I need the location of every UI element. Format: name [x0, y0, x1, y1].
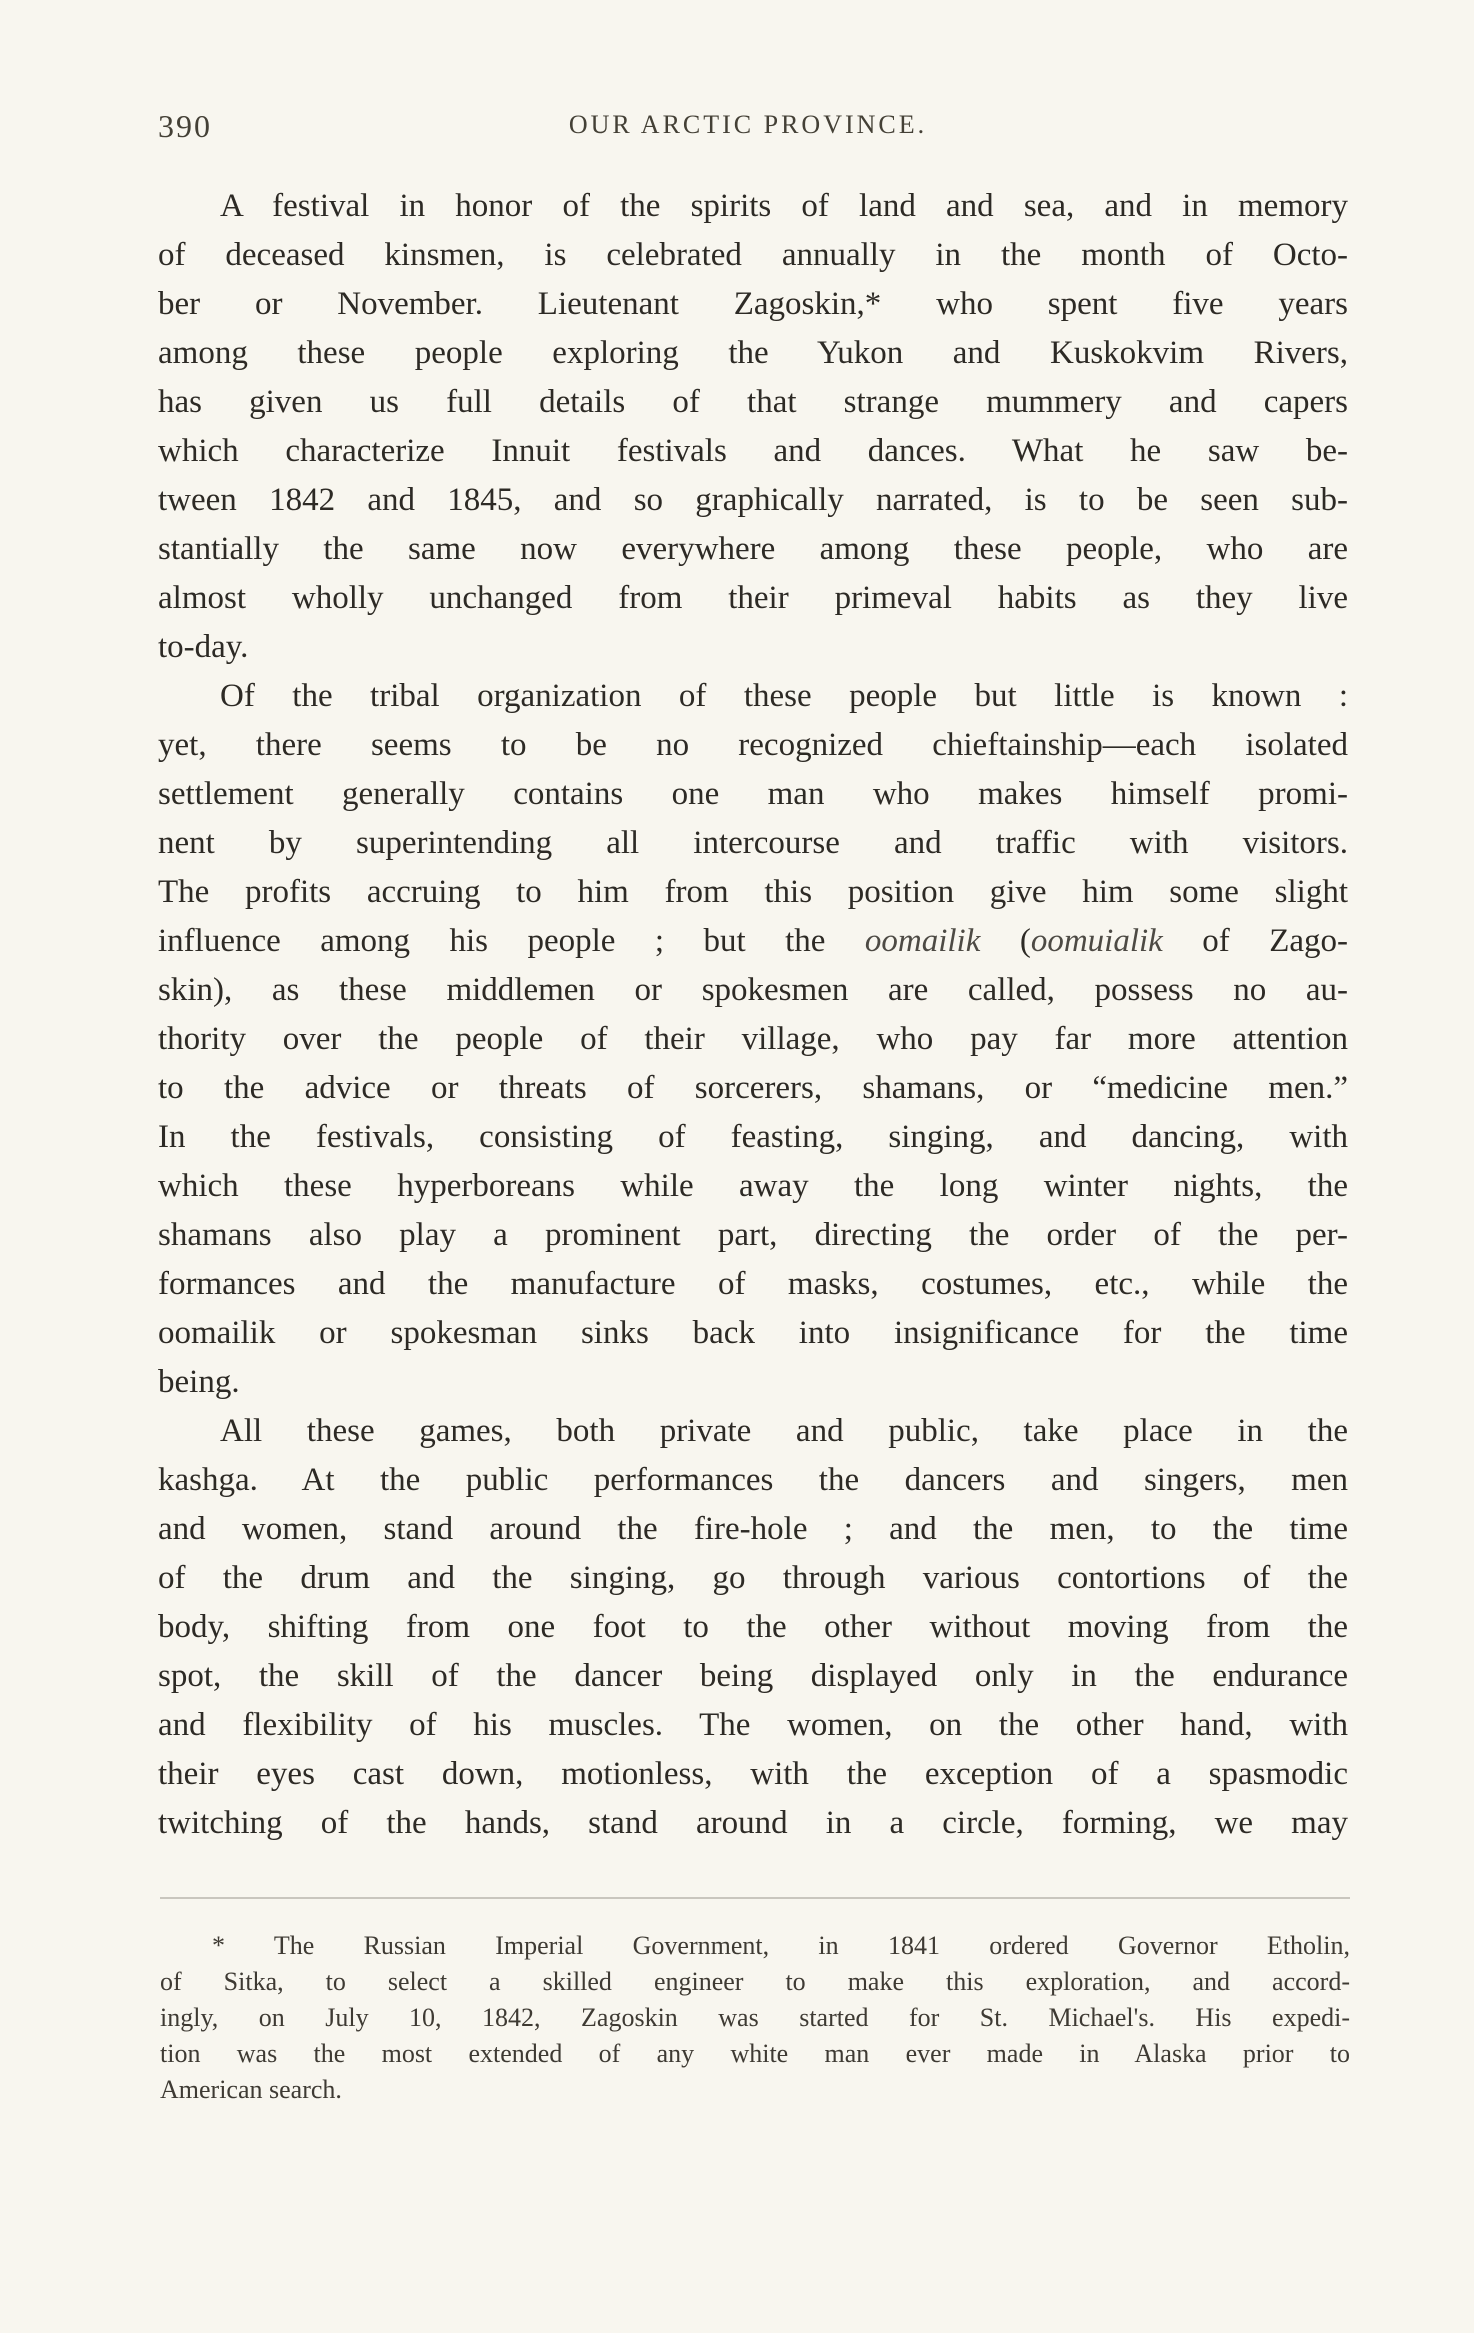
italic-term: oomuialik: [1030, 923, 1163, 959]
text-line: being.: [158, 1364, 240, 1400]
text-line: ber or November. Lieutenant Zagoskin,* who spent five years: [158, 286, 1348, 322]
text-line: formances and the manufacture of masks, costumes, etc., while the: [158, 1266, 1348, 1302]
italic-term: oomailik: [864, 923, 981, 959]
text-line: of the drum and the singing, go through various contortions of the: [158, 1560, 1348, 1596]
text-line: nent by superintending all intercourse and traffic with visitors.: [158, 825, 1348, 861]
text-segment: influence among his people ; but the: [158, 923, 826, 959]
footnote: [160, 1928, 1350, 2108]
text-line: Of the tribal organization of these people but little is known :: [220, 678, 1348, 714]
text-line: kashga. At the public performances the dancers and singers, men: [158, 1462, 1348, 1498]
text-line: oomailik or spokesman sinks back into insignificance for the time: [158, 1315, 1348, 1351]
footnote-line: of Sitka, to select a skilled engineer to make this exploration, and accord-: [160, 1967, 1350, 1996]
text-line: yet, there seems to be no recognized chieftainship—each isolated: [158, 727, 1348, 763]
page-number: 390: [158, 108, 212, 144]
text-line: which these hyperboreans while away the long winter nights, the: [158, 1168, 1348, 1204]
text-line: body, shifting from one foot to the other without moving from the: [158, 1609, 1348, 1645]
text-line: The profits accruing to him from this position give him some slight: [158, 874, 1348, 910]
text-line: [158, 917, 1348, 966]
footnote-line: American search.: [160, 2075, 342, 2104]
text-line: settlement generally contains one man who makes himself promi-: [158, 776, 1348, 812]
body-text: [158, 182, 1348, 1848]
text-line: of deceased kinsmen, is celebrated annually in the month of Octo-: [158, 237, 1348, 273]
footnote-line: * The Russian Imperial Government, in 1841 ordered Governor Etholin,: [212, 1931, 1350, 1960]
text-line: and flexibility of his muscles. The women, on the other hand, with: [158, 1707, 1348, 1743]
text-line: skin), as these middlemen or spokesmen are called, possess no au-: [158, 972, 1348, 1008]
text-line: thority over the people of their village, who pay far more attention: [158, 1021, 1348, 1057]
text-segment: (: [1019, 923, 1031, 959]
running-title: OUR ARCTIC PROVINCE.: [568, 110, 928, 139]
text-line: almost wholly unchanged from their primeval habits as they live: [158, 580, 1348, 616]
text-line: has given us full details of that strange mummery and capers: [158, 384, 1348, 420]
page-header: [158, 108, 1338, 148]
footnote-divider: [160, 1897, 1350, 1899]
text-line: A festival in honor of the spirits of land and sea, and in memory: [220, 188, 1348, 224]
text-line: tween 1842 and 1845, and so graphically narrated, is to be seen sub-: [158, 482, 1348, 518]
text-line: All these games, both private and public, take place in the: [220, 1413, 1348, 1449]
text-segment: of Zago-: [1202, 923, 1348, 959]
footnote-line: ingly, on July 10, 1842, Zagoskin was started for St. Michael's. His expedi-: [160, 2003, 1350, 2032]
text-line: shamans also play a prominent part, directing the order of the per-: [158, 1217, 1348, 1253]
text-line: twitching of the hands, stand around in a circle, forming, we may: [158, 1805, 1348, 1841]
text-line: In the festivals, consisting of feasting, singing, and dancing, with: [158, 1119, 1348, 1155]
text-line: to the advice or threats of sorcerers, shamans, or “medicine men.”: [158, 1070, 1348, 1106]
text-line: stantially the same now everywhere among these people, who are: [158, 531, 1348, 567]
text-line: which characterize Innuit festivals and dances. What he saw be-: [158, 433, 1348, 469]
footnote-line: tion was the most extended of any white man ever made in Alaska prior to: [160, 2039, 1350, 2068]
text-line: spot, the skill of the dancer being displayed only in the endurance: [158, 1658, 1348, 1694]
text-line: and women, stand around the fire-hole ; and the men, to the time: [158, 1511, 1348, 1547]
text-line: their eyes cast down, motionless, with the exception of a spasmodic: [158, 1756, 1348, 1792]
text-line: to-day.: [158, 629, 249, 665]
text-line: among these people exploring the Yukon and Kuskokvim Rivers,: [158, 335, 1348, 371]
